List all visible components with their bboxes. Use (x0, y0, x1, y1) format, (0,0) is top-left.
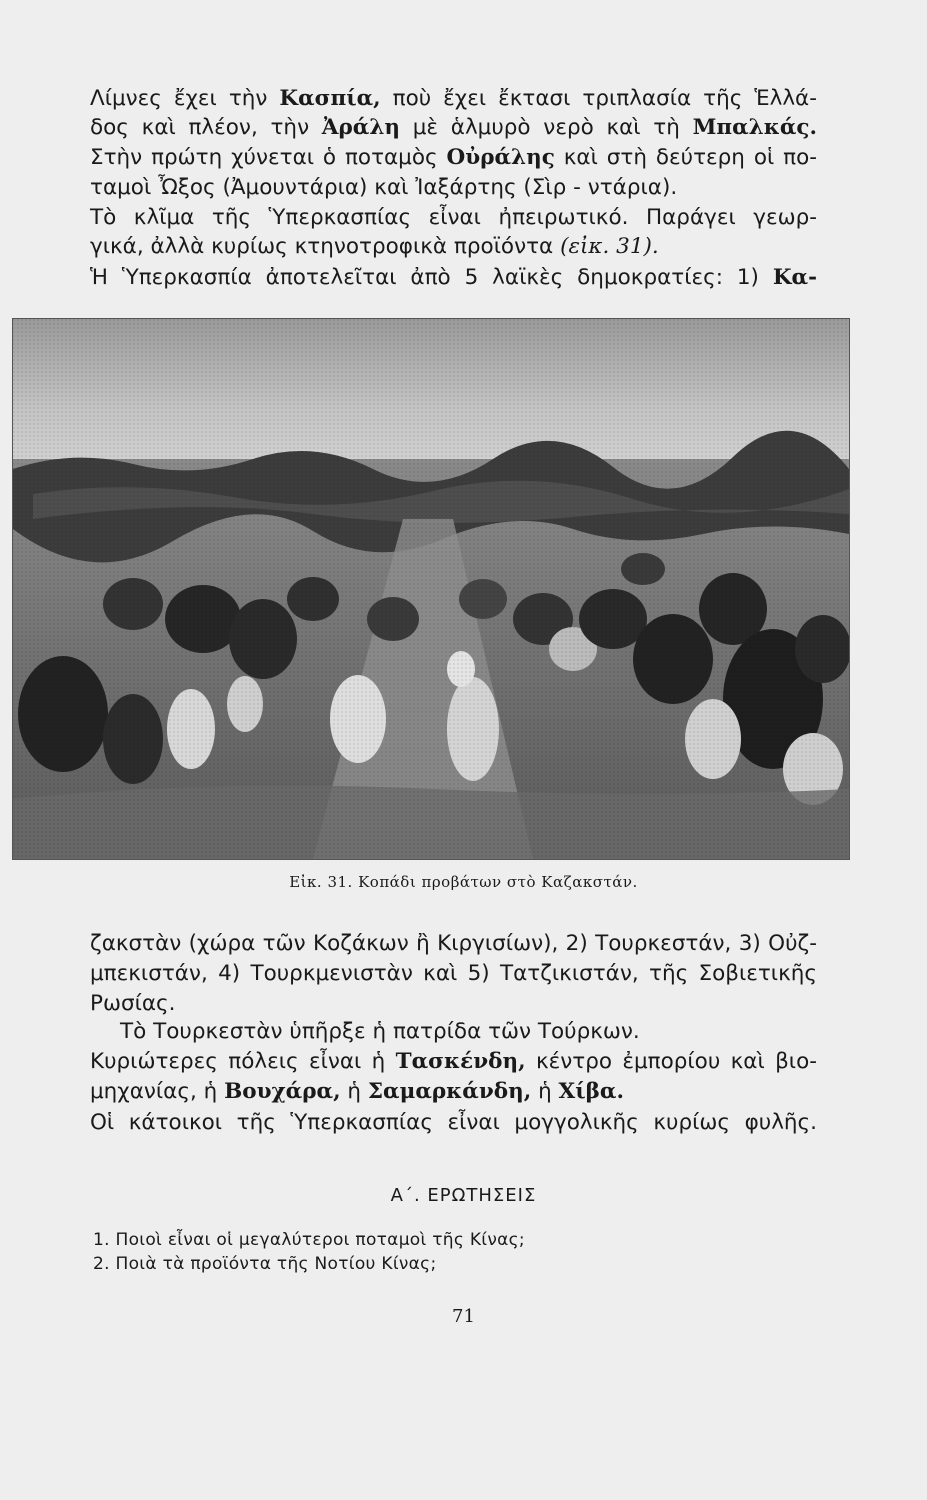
page-number: 71 (452, 1306, 475, 1327)
text-line: Τὸ Τουρκεστὰν ὑπῆρξε ἡ πατρίδα τῶν Τούρκων. (120, 1019, 640, 1044)
text-line: Ἡ Ὑπερκασπία ἀποτελεῖται ἀπὸ 5 λαϊκὲς δημοκρατίες: 1) Κα- (90, 265, 817, 290)
text-line: Ρωσίας. (90, 991, 176, 1016)
text-line: μπεκιστάν, 4) Τουρκμενιστὰν καὶ 5) Τατζικιστάν, τῆς Σοβιετικῆς (90, 961, 817, 986)
text-line: Κυριώτερες πόλεις εἶναι ἡ Τασκένδη, κέντρο ἐμπορίου καὶ βιο- (90, 1049, 817, 1074)
text-line: ζακστὰν (χώρα τῶν Κοζάκων ἢ Κιργισίων), 2) Τουρκεστάν, 3) Οὐζ- (90, 931, 817, 956)
text-line: Στὴν πρώτη χύνεται ὁ ποταμὸς Οὐράλης καὶ στὴ δεύτερη οἱ πο- (90, 145, 817, 170)
question-item: 2. Ποιὰ τὰ προϊόντα τῆς Νοτίου Κίνας; (93, 1254, 437, 1274)
text-line: ταμοὶ Ὦξος (Ἀμουντάρια) καὶ Ἰαξάρτης (Σὶρ - ντάρια). (90, 175, 678, 200)
text-line: Οἱ κάτοικοι τῆς Ὑπερκασπίας εἶναι μογγολικῆς κυρίως φυλῆς. (90, 1110, 817, 1135)
questions-heading: Α΄. ΕΡΩΤΗΣΕΙΣ (390, 1185, 537, 1206)
text-line: δος καὶ πλέον, τὴν Ἀράλη μὲ ἁλμυρὸ νερὸ καὶ τὴ Μπαλκάς. (90, 115, 817, 140)
figure-caption: Εἰκ. 31. Κοπάδι προβάτων στὸ Καζακστάν. (289, 873, 638, 891)
question-item: 1. Ποιοὶ εἶναι οἱ μεγαλύτεροι ποταμοὶ τῆς Κίνας; (93, 1230, 525, 1250)
sheep-flock-photo (12, 318, 850, 860)
text-line: Τὸ κλῖμα τῆς Ὑπερκασπίας εἶναι ἠπειρωτικό. Παράγει γεωρ- (90, 205, 817, 230)
text-line: Λίμνες ἔχει τὴν Κασπία, ποὺ ἔχει ἔκτασι τριπλασία τῆς Ἑλλά- (90, 86, 817, 111)
text-line: μηχανίας, ἡ Βουχάρα, ἡ Σαμαρκάνδη, ἡ Χίβα. (90, 1079, 624, 1104)
text-line: γικά, ἀλλὰ κυρίως κτηνοτροφικὰ προϊόντα (εἰκ. 31). (90, 234, 659, 259)
